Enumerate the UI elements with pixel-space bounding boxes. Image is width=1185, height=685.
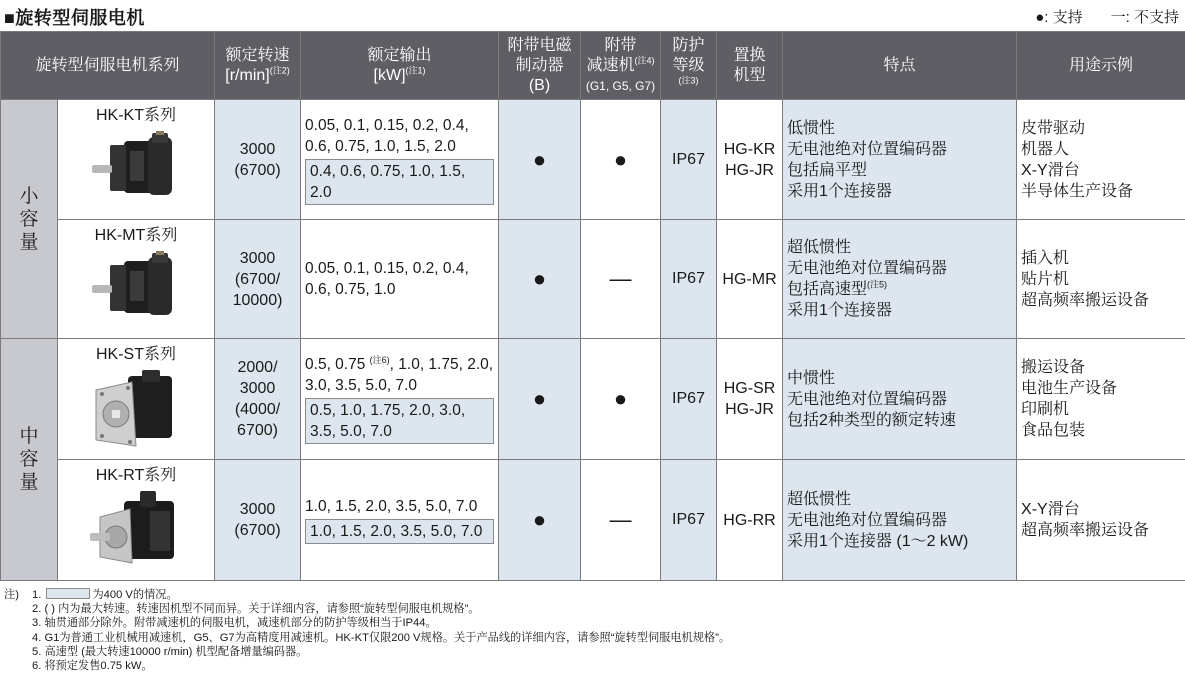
group-small-label: 小容量 xyxy=(19,185,39,253)
feature-item: 无电池绝对位置编码器 xyxy=(787,390,948,408)
reducer-header-line3: (G1, G5, G7) xyxy=(585,78,656,93)
speed-max-value: (6700) xyxy=(234,161,281,179)
footnote-3 xyxy=(4,616,1184,630)
usage-item: 印刷机 xyxy=(1021,401,1070,418)
model-cell xyxy=(58,460,215,581)
ip-cell: IP67 xyxy=(661,100,717,220)
feature-item: 无电池绝对位置编码器 xyxy=(787,511,948,529)
speed-max-value: (6700) xyxy=(234,522,281,539)
output-cell xyxy=(301,220,499,339)
brake-cell: ● xyxy=(499,460,581,581)
speed-header-line2: [r/min] xyxy=(225,66,270,84)
output-note: (注6) xyxy=(369,354,390,365)
col-header-reducer xyxy=(581,32,661,100)
footnote-2 xyxy=(4,602,1184,616)
replace-cell xyxy=(717,100,783,220)
speed-cell xyxy=(215,220,301,339)
feature-cell xyxy=(783,220,1017,339)
replace-header-line1: 置换 xyxy=(733,46,766,64)
speed-cell xyxy=(215,460,301,581)
output-cell xyxy=(301,100,499,220)
usage-item: 超高频率搬运设备 xyxy=(1021,291,1150,309)
brake-header-line3: (B) xyxy=(528,76,551,94)
replace-cell xyxy=(717,460,783,581)
servo-motor-table xyxy=(0,31,1185,581)
feature-item: 无电池绝对位置编码器 xyxy=(787,140,948,158)
col-header-usage: 用途示例 xyxy=(1017,32,1185,100)
brake-header-line2: 制动器 xyxy=(515,56,564,74)
footnote-3-text: 3. 轴贯通部分除外。附带减速机的伺服电机，减速机部分的防护等级相当于IP44。 xyxy=(32,617,437,630)
speed-max-value: (6700/ xyxy=(234,270,281,288)
usage-item: 电池生产设备 xyxy=(1021,380,1118,397)
brake-cell: ● xyxy=(499,220,581,339)
feature-item: 采用1个连接器 xyxy=(787,302,892,319)
speed-value: 3000 xyxy=(239,249,276,267)
replace-model: HG-KR xyxy=(723,140,776,158)
group-small-capacity xyxy=(1,100,58,339)
servo-motor-image xyxy=(88,131,184,209)
feature-cell xyxy=(783,100,1017,220)
usage-item: 超高频率搬运设备 xyxy=(1021,522,1150,539)
servo-motor-image xyxy=(88,491,184,575)
feature-item: 包括2种类型的额定转速 xyxy=(787,411,956,429)
legend-unsupported: 一: 不支持 xyxy=(1110,9,1179,26)
feature-item: 超低惯性 xyxy=(787,239,852,256)
speed-value: 3000 xyxy=(239,501,276,518)
replace-cell xyxy=(717,339,783,460)
table-row xyxy=(1,220,1185,339)
col-header-ip xyxy=(661,32,717,100)
output-header-line2: [kW] xyxy=(373,66,406,84)
usage-item: 搬运设备 xyxy=(1021,359,1086,376)
replace-model: HG-RR xyxy=(723,511,776,529)
output-values-part: , 1.0, 1.75, 2.0, 3.0, 3.5, 5.0, 7.0 xyxy=(305,356,494,394)
usage-item: X-Y滑台 xyxy=(1021,501,1080,518)
speed-value: 2000/ xyxy=(237,359,278,376)
col-header-output xyxy=(301,32,499,100)
servo-motor-image xyxy=(88,370,184,454)
page-title: ■旋转型伺服电机 xyxy=(4,8,145,28)
400v-swatch xyxy=(46,588,90,599)
feature-item: 无电池绝对位置编码器 xyxy=(787,260,948,277)
usage-cell xyxy=(1017,220,1185,339)
footnote-1 xyxy=(4,588,1184,602)
feature-cell xyxy=(783,460,1017,581)
speed-header-note: (注2) xyxy=(269,65,290,76)
col-header-brake xyxy=(499,32,581,100)
usage-item: 贴片机 xyxy=(1021,270,1070,288)
reducer-header-line1: 附带 xyxy=(604,36,637,54)
footnote-1-body: 为400 V的情况。 xyxy=(92,589,178,601)
col-header-feature: 特点 xyxy=(783,32,1017,100)
feature-item: 包括高速型 xyxy=(787,281,868,298)
usage-item: 半导体生产设备 xyxy=(1021,182,1134,200)
model-name: HK-MT系列 xyxy=(94,227,178,244)
col-header-speed xyxy=(215,32,301,100)
brake-cell: ● xyxy=(499,339,581,460)
replace-model: HG-SR xyxy=(723,380,776,397)
replace-model: HG-MR xyxy=(722,270,777,288)
table-row xyxy=(1,460,1185,581)
output-values: 0.05, 0.1, 0.15, 0.2, 0.4, 0.6, 0.75, 1.0, 1.5, 2.0 xyxy=(305,116,469,155)
brake-header-line1: 附带电磁 xyxy=(507,36,572,54)
output-values-part: 0.5, 0.75 xyxy=(305,356,366,373)
output-values: 1.0, 1.5, 2.0, 3.5, 5.0, 7.0 xyxy=(305,498,478,515)
group-medium-label: 中容量 xyxy=(19,426,39,493)
speed-header-line1: 额定转速 xyxy=(225,46,290,64)
usage-item: 插入机 xyxy=(1021,249,1070,267)
reducer-header-line2: 减速机 xyxy=(586,56,635,74)
usage-item: 机器人 xyxy=(1021,140,1070,158)
usage-item: 食品包装 xyxy=(1021,422,1086,439)
footnote-1-number: 1. xyxy=(32,589,42,601)
feature-item: 采用1个连接器 xyxy=(787,182,892,200)
legend-supported: ●: 支持 xyxy=(1035,9,1083,26)
table-header-row xyxy=(1,32,1185,100)
usage-cell xyxy=(1017,339,1185,460)
model-name: HK-RT系列 xyxy=(95,467,177,484)
footnote-1-text xyxy=(32,588,178,602)
replace-cell xyxy=(717,220,783,339)
speed-cell xyxy=(215,100,301,220)
brake-cell: ● xyxy=(499,100,581,220)
col-header-replace xyxy=(717,32,783,100)
usage-cell xyxy=(1017,460,1185,581)
footnote-5-text: 5. 高速型 (最大转速10000 r/min) 机型配备增量编码器。 xyxy=(32,645,308,658)
ip-cell: IP67 xyxy=(661,220,717,339)
speed-max-value: 6700) xyxy=(237,422,278,439)
feature-item: 采用1个连接器 (1〜2 kW) xyxy=(787,532,969,550)
col-header-series: 旋转型伺服电机系列 xyxy=(1,32,215,100)
model-name: HK-KT系列 xyxy=(96,107,177,124)
reducer-cell: — xyxy=(581,460,661,581)
feature-cell xyxy=(783,339,1017,460)
ip-cell: IP67 xyxy=(661,339,717,460)
speed-max-value: 10000) xyxy=(232,291,283,309)
title-bar xyxy=(0,0,1185,30)
feature-item: 中惯性 xyxy=(787,369,836,387)
reducer-cell: ● xyxy=(581,339,661,460)
speed-value: 3000 xyxy=(239,380,276,397)
model-cell xyxy=(58,339,215,460)
feature-item: 包括扁平型 xyxy=(787,161,868,179)
footnotes xyxy=(4,588,1184,673)
model-cell xyxy=(58,220,215,339)
output-header-line1: 额定输出 xyxy=(367,46,432,64)
model-cell xyxy=(58,100,215,220)
ip-cell: IP67 xyxy=(661,460,717,581)
table-row xyxy=(1,100,1185,220)
output-values-400v: 1.0, 1.5, 2.0, 3.5, 5.0, 7.0 xyxy=(305,519,494,544)
output-header-note: (注1) xyxy=(405,65,426,76)
table-row xyxy=(1,339,1185,460)
footnote-6 xyxy=(4,659,1184,673)
group-medium-capacity xyxy=(1,339,58,581)
reducer-header-note: (注4) xyxy=(634,55,655,66)
output-values-400v: 0.5, 1.0, 1.75, 2.0, 3.0, 3.5, 5.0, 7.0 xyxy=(305,398,494,444)
footnote-5 xyxy=(4,645,1184,659)
speed-value: 3000 xyxy=(239,140,276,158)
speed-cell xyxy=(215,339,301,460)
reducer-cell: — xyxy=(581,220,661,339)
replace-model: HG-JR xyxy=(725,401,774,418)
legend xyxy=(1035,6,1179,27)
output-values-400v: 0.4, 0.6, 0.75, 1.0, 1.5, 2.0 xyxy=(305,159,494,205)
replace-header-line2: 机型 xyxy=(733,66,766,84)
feature-item: 超低惯性 xyxy=(787,490,852,508)
footnote-4-text: 4. G1为普通工业机械用减速机，G5、G7为高精度用减速机。HK-KT仅限200 V规格。关于产品线的详细内容，请参照“旋转型伺服电机规格”。 xyxy=(32,631,731,644)
ip-header-note: (注3) xyxy=(678,75,699,86)
output-cell xyxy=(301,339,499,460)
ip-header-line2: 等级 xyxy=(672,56,705,74)
usage-item: X-Y滑台 xyxy=(1021,161,1080,179)
reducer-cell: ● xyxy=(581,100,661,220)
footnote-lead: 注) xyxy=(4,589,19,601)
speed-max-value: (4000/ xyxy=(234,401,281,418)
output-values: 0.05, 0.1, 0.15, 0.2, 0.4, 0.6, 0.75, 1.0 xyxy=(305,260,469,298)
footnote-2-text: 2. ( ) 内为最大转速。转速因机型不同而异。关于详细内容，请参照“旋转型伺服电机规格”。 xyxy=(32,603,480,616)
output-cell xyxy=(301,460,499,581)
output-values xyxy=(305,354,494,396)
footnote-6-text: 6. 将预定发售0.75 kW。 xyxy=(32,660,153,673)
usage-item: 皮带驱动 xyxy=(1021,119,1086,137)
ip-header-line1: 防护 xyxy=(672,36,705,54)
model-name: HK-ST系列 xyxy=(96,346,177,363)
servo-motor-image xyxy=(88,251,184,329)
footnote-4 xyxy=(4,631,1184,645)
usage-cell xyxy=(1017,100,1185,220)
feature-item: 低惯性 xyxy=(787,119,836,137)
replace-model: HG-JR xyxy=(725,161,774,179)
feature-note: (注5) xyxy=(867,279,888,290)
